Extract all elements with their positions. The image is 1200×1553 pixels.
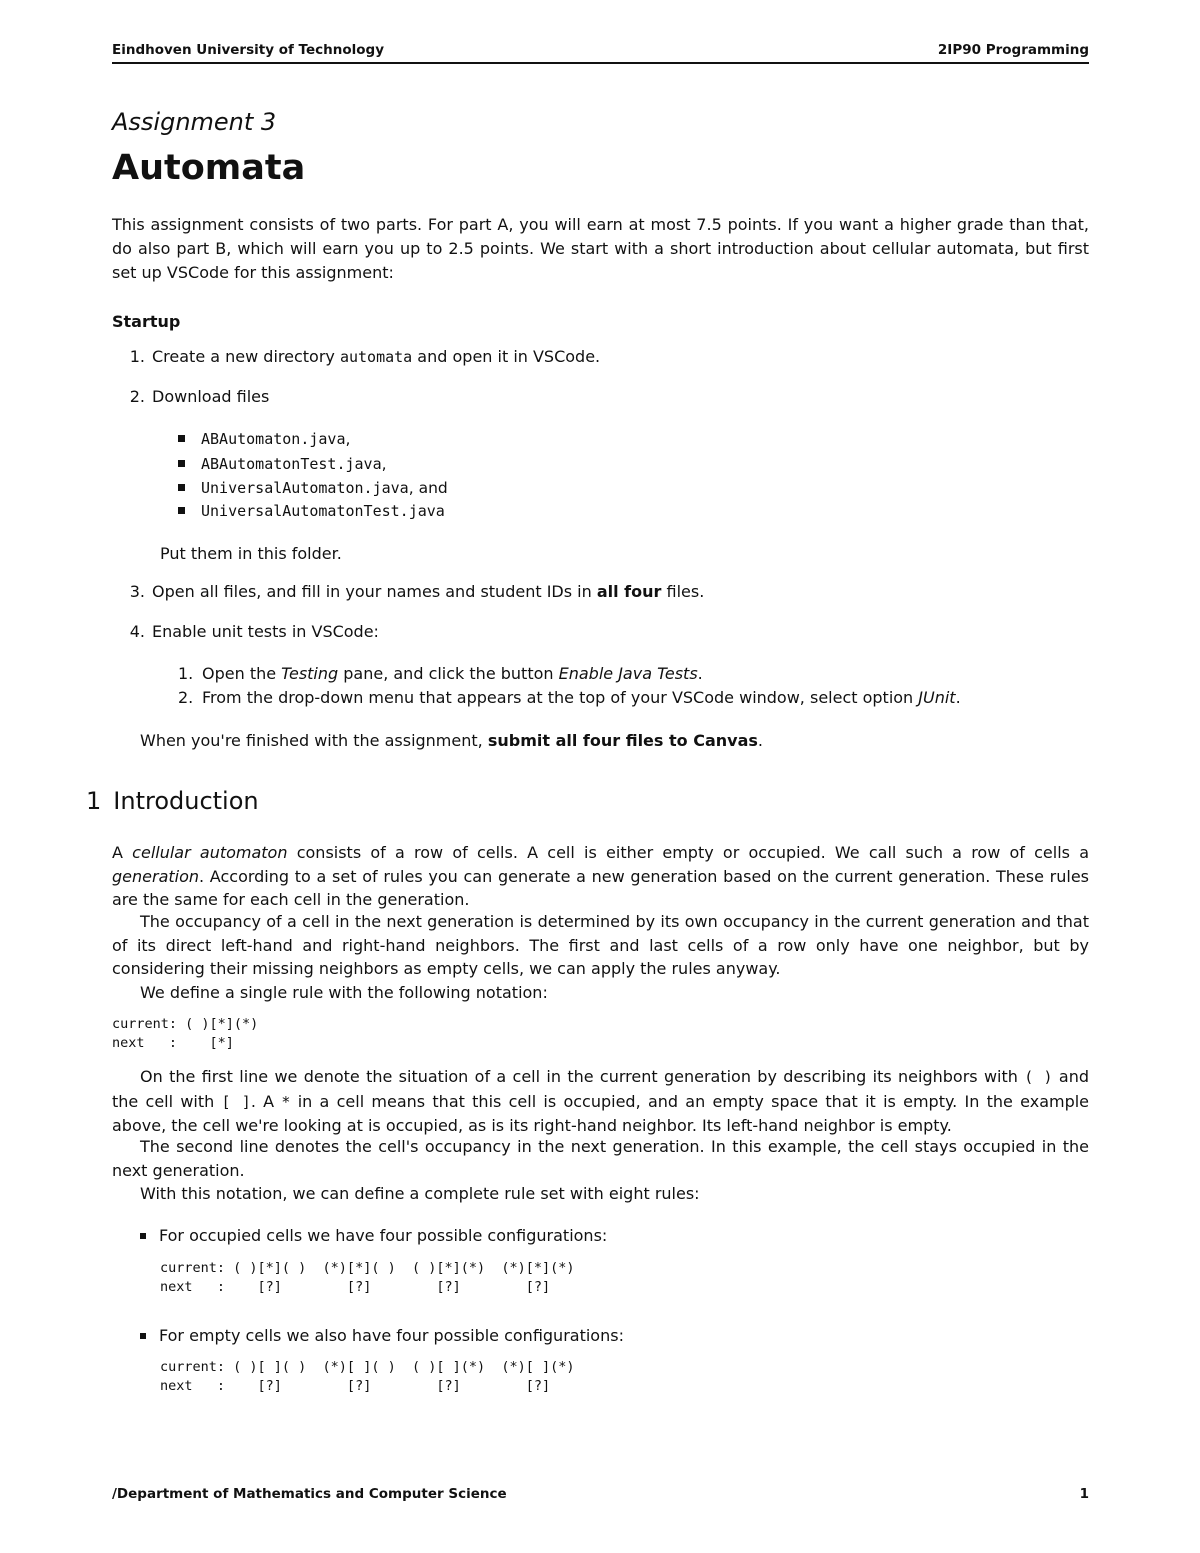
paragraph-3: We define a single rule with the following notation:	[140, 983, 548, 1002]
paragraph-text: . According to a set of rules you can generate a new generation based on the current generation. These rules are the same for each cell in the generation.	[112, 866, 1089, 909]
directory-name: automata	[339, 348, 413, 366]
bullet-icon	[178, 507, 185, 514]
step-text: and open it in VSCode.	[412, 347, 601, 366]
button-name: Enable Java Tests	[558, 664, 698, 683]
header-university: Eindhoven University of Technology	[112, 42, 384, 58]
substep-number: 1.	[178, 664, 194, 683]
page-title: Automata	[112, 148, 306, 188]
inline-code: [ ]	[221, 1092, 251, 1111]
file-suffix: , and	[408, 479, 448, 497]
term: generation	[112, 866, 200, 886]
inline-code: *	[281, 1092, 291, 1111]
paragraph-6: With this notation, we can define a complete rule set with eight rules:	[140, 1184, 700, 1203]
bullet-icon	[178, 435, 185, 442]
substep-text: Open the	[202, 664, 282, 683]
paragraph-text: and the cell with	[112, 1067, 1090, 1111]
file-name: ABAutomatonTest.java	[201, 455, 382, 473]
bullet-icon	[140, 1333, 146, 1339]
step-text: Create a new directory	[152, 347, 340, 366]
bullet-text: For empty cells we also have four possible configurations:	[159, 1326, 624, 1345]
note-text: .	[757, 731, 763, 750]
substep-text: .	[697, 664, 703, 683]
file-list-item	[178, 477, 448, 499]
code-block-empty: current: ( )[ ]( ) (*)[ ]( ) ( )[ ](*) (*)[ ](*) next : [?] [?] [?] [?]	[160, 1359, 575, 1394]
section-number: 1	[86, 787, 102, 815]
paragraph-text: in a cell means that this cell is occupied, and an empty space that it is empty. In the example above, the cell we're looking at is occupied, as is its right-hand neighbor. Its left-hand neighbor is empty.	[112, 1091, 1090, 1135]
step-number: 3.	[129, 582, 145, 601]
bullet-icon	[140, 1233, 146, 1239]
section-title: Introduction	[113, 787, 259, 815]
file-suffix: ,	[381, 455, 387, 473]
substep-text: pane, and click the button	[338, 664, 559, 683]
assignment-subtitle: Assignment 3	[112, 108, 277, 136]
step-text: Enable unit tests in VSCode:	[152, 622, 379, 641]
step-text: files.	[661, 582, 705, 601]
bullet-icon	[178, 484, 185, 491]
startup-step-3	[112, 581, 704, 603]
code-block-rule: current: ( )[*](*) next : [*]	[112, 1016, 259, 1051]
startup-step-1	[112, 346, 600, 368]
bullet-text: For occupied cells we have four possible configurations:	[159, 1226, 608, 1245]
emphasis-text: submit all four files to Canvas	[487, 731, 758, 750]
submission-note	[140, 730, 763, 752]
paragraph-text: On the first line we denote the situation of a cell in the current generation by describing its neighbors with	[140, 1067, 1025, 1086]
step-2-note: Put them in this folder.	[160, 544, 342, 563]
paragraph-text: consists of a row of cells. A cell is either empty or occupied. We call such a row of cells a	[287, 843, 1090, 862]
emphasis-text: all four	[596, 582, 662, 601]
step-number: 2.	[129, 387, 145, 406]
paragraph-text: . A	[250, 1091, 282, 1111]
file-list-item	[178, 453, 387, 475]
header-rule	[112, 62, 1089, 64]
startup-step-2	[112, 386, 269, 408]
step-number: 4.	[129, 622, 145, 641]
file-name: UniversalAutomatonTest.java	[201, 502, 445, 520]
substep-2	[178, 687, 961, 709]
substep-text: .	[955, 688, 961, 707]
inline-code: ( )	[1024, 1068, 1053, 1086]
substep-text: From the drop-down menu that appears at the top of your VSCode window, select option	[202, 688, 919, 707]
footer-department: /Department of Mathematics and Computer Science	[112, 1486, 507, 1502]
paragraph-2: The occupancy of a cell in the next generation is determined by its own occupancy in the current generation and that of its direct left-hand and right-hand neighbors. The first and last cells of a row only have one neighbor, but by considering their missing neighbors as empty cells, we can apply the rules anyway.	[112, 912, 1089, 978]
file-list-item	[178, 428, 350, 450]
code-block-occupied: current: ( )[*]( ) (*)[*]( ) ( )[*](*) (*)[*](*) next : [?] [?] [?] [?]	[160, 1260, 575, 1295]
step-text: Download files	[152, 387, 270, 406]
term: cellular automaton	[132, 843, 288, 862]
note-text: When you're finished with the assignment,	[140, 731, 488, 750]
bullet-icon	[178, 460, 185, 467]
file-suffix: ,	[345, 430, 351, 448]
page-number: 1	[1079, 1486, 1089, 1502]
paragraph-1	[112, 841, 1089, 912]
step-number: 1.	[129, 347, 145, 366]
section-heading	[86, 787, 259, 815]
page-header	[112, 42, 1089, 62]
document-page	[86, 0, 1090, 1553]
paragraph-5: The second line denotes the cell's occupancy in the next generation. In this example, the cell stays occupied in the next generation.	[112, 1137, 1089, 1180]
startup-heading: Startup	[112, 312, 181, 331]
file-list-item	[178, 500, 445, 522]
header-course: 2IP90 Programming	[937, 42, 1089, 58]
intro-paragraph: This assignment consists of two parts. For part A, you will earn at most 7.5 points. If you want a higher grade than that, do also part B, which will earn you up to 2.5 points. We start with a short introduction about cellular automata, but first set up VSCode for this assignment:	[112, 215, 1089, 282]
file-name: ABAutomaton.java	[201, 430, 346, 448]
substep-number: 2.	[178, 688, 194, 707]
rule-bullet-occupied	[140, 1225, 607, 1247]
pane-name: Testing	[281, 664, 339, 683]
step-text: Open all files, and fill in your names and student IDs in	[152, 582, 597, 601]
rule-bullet-empty	[140, 1325, 624, 1347]
paragraph-4	[112, 1065, 1089, 1138]
file-name: UniversalAutomaton.java	[201, 479, 409, 497]
substep-1	[178, 663, 703, 685]
startup-step-4	[112, 621, 379, 643]
paragraph-text: A	[112, 843, 133, 862]
option-name: JUnit	[918, 688, 956, 707]
